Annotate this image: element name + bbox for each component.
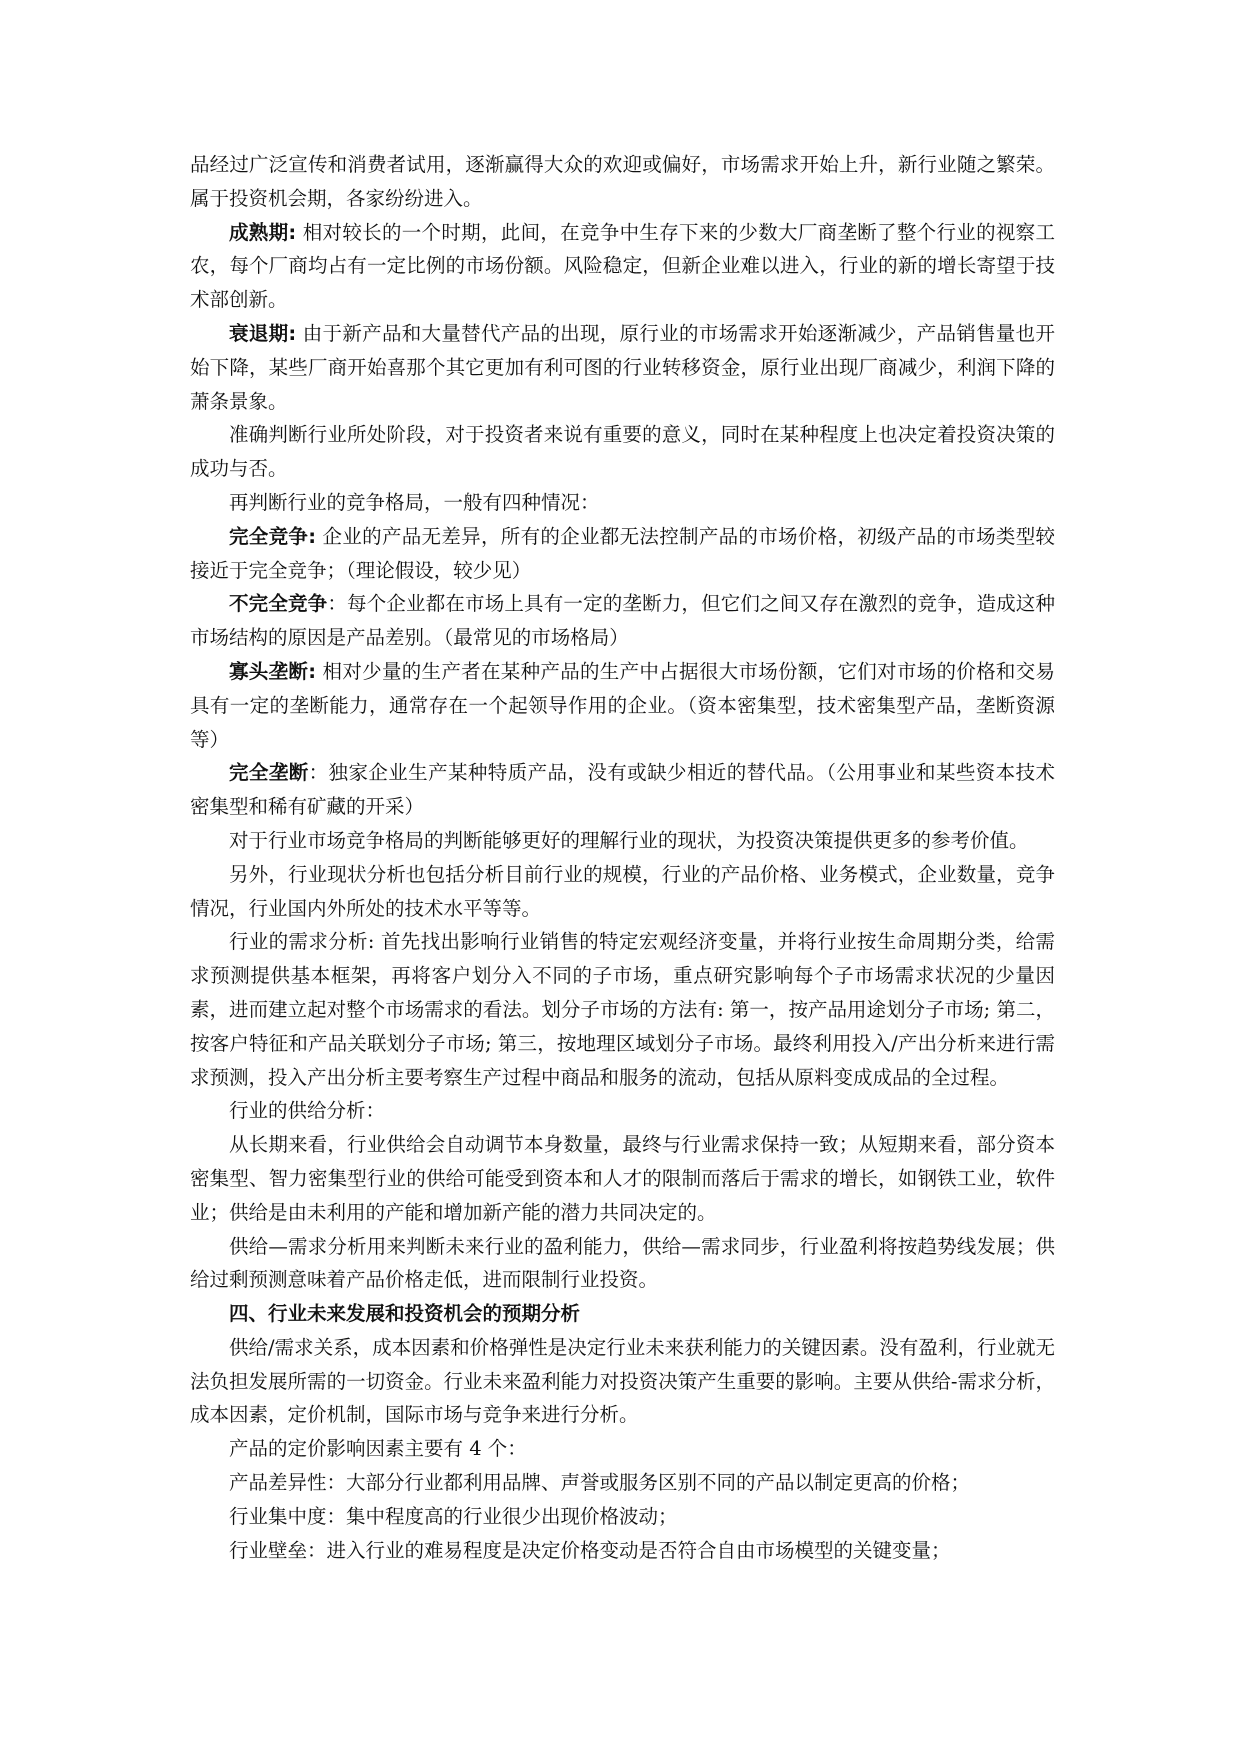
document-page xyxy=(190,148,1055,1567)
paragraph-lead: 衰退期: xyxy=(229,321,297,345)
paragraph-lead: 完全垄断 xyxy=(229,761,309,785)
paragraph-demand-analysis xyxy=(190,925,1055,1094)
paragraph-lead: 不完全竞争 xyxy=(229,592,328,616)
paragraph-product-differentiation: 产品差异性：大部分行业都利用品牌、声誉或服务区别不同的产品以制定更高的价格； xyxy=(229,1471,971,1495)
paragraph-supply-analysis xyxy=(190,1128,1055,1229)
paragraph-status-analysis xyxy=(190,858,1055,926)
paragraph-text: 准确判断行业所处阶段，对于投资者来说有重要的意义，同时在某种程度上也决定着投资决策的成功与否。 xyxy=(190,423,1055,481)
paragraph-growth-stage xyxy=(190,148,1055,216)
paragraph-imperfect-competition xyxy=(190,587,1055,655)
paragraph-text: 行业的需求分析: 首先找出影响行业销售的特定宏观经济变量，并将行业按生命周期分类，给需求预测提供基本框架，再将客户划分入不同的子市场，重点研究影响每个子市场需求状况的少量因素，进而建立起对整个市场需求的看法。划分子市场的方法有: 第一，按产品用途划分子市场; 第二，按客户特征和产品关联划分子市场; 第三，按地理区域划分子市场。最终利用投入/产出分析来进行需求预测，投入产出分析主要考察生产过程中商品和服务的流动，包括从原料变成成品的全过程。 xyxy=(190,930,1055,1089)
paragraph-text: ：独家企业生产某种特质产品，没有或缺少相近的替代品。（公用事业和某些资本技术密集型和稀有矿藏的开采） xyxy=(190,761,1055,819)
paragraph-industry-concentration: 行业集中度：集中程度高的行业很少出现价格波动； xyxy=(229,1504,678,1528)
section-heading: 四、行业未来发展和投资机会的预期分析 xyxy=(229,1302,581,1326)
paragraph-lead: 完全竞争: xyxy=(229,524,317,548)
paragraph-lead: 成熟期: xyxy=(229,220,297,244)
paragraph-text: 从长期来看，行业供给会自动调节本身数量，最终与行业需求保持一致；从短期来看，部分资本密集型、智力密集型行业的供给可能受到资本和人才的限制而落后于需求的增长，如钢铁工业，软件业；供给是由未利用的产能和增加新产能的潜力共同决定的。 xyxy=(190,1133,1055,1224)
paragraph-supply-demand xyxy=(190,1230,1055,1298)
paragraph-supply-title xyxy=(190,1094,1055,1128)
paragraph-text: 再判断行业的竞争格局，一般有四种情况： xyxy=(229,490,600,514)
paragraph-competition-intro xyxy=(190,486,1055,520)
paragraph-text: 由于新产品和大量替代产品的出现，原行业的市场需求开始逐渐减少，产品销售量也开始下降，某些厂商开始喜那个其它更加有利可图的行业转移资金，原行业出现厂商减少，利润下降的萧条景象。 xyxy=(190,321,1055,413)
paragraph-lead: 寡头垄断: xyxy=(229,659,317,683)
paragraph-text: 对于行业市场竞争格局的判断能够更好的理解行业的现状，为投资决策提供更多的参考价值。 xyxy=(229,828,1029,852)
paragraph-industry-barriers: 行业壁垒：进入行业的难易程度是决定价格变动是否符合自由市场模型的关键变量； xyxy=(229,1538,951,1562)
paragraph-profitability: 供给/需求关系，成本因素和价格弹性是决定行业未来获利能力的关键因素。没有盈利，行业就无法负担发展所需的一切资金。行业未来盈利能力对投资决策产生重要的影响。主要从供给-需求分析，成本因素，定价机制，国际市场与竞争来进行分析。 xyxy=(190,1335,1055,1427)
paragraph-text: 相对较长的一个时期，此间，在竞争中生存下来的少数大厂商垄断了整个行业的视察工农，每个厂商均占有一定比例的市场份额。风险稳定，但新企业难以进入，行业的新的增长寄望于技术部创新。 xyxy=(190,220,1055,312)
paragraph-maturity-stage xyxy=(190,216,1055,317)
paragraph-pricing-factors: 产品的定价影响因素主要有 4 个： xyxy=(229,1437,527,1461)
paragraph-oligopoly xyxy=(190,655,1055,756)
paragraph-text: 品经过广泛宣传和消费者试用，逐渐赢得大众的欢迎或偏好，市场需求开始上升，新行业随之繁荣。属于投资机会期，各家纷纷进入。 xyxy=(190,153,1055,210)
paragraph-stage-importance xyxy=(190,418,1055,486)
paragraph-text: 另外，行业现状分析也包括分析目前行业的规模，行业的产品价格、业务模式，企业数量，竞争情况，行业国内外所处的技术水平等等。 xyxy=(190,862,1055,920)
paragraph-text: 供给—需求分析用来判断未来行业的盈利能力，供给—需求同步，行业盈利将按趋势线发展；供给过剩预测意味着产品价格走低，进而限制行业投资。 xyxy=(190,1234,1055,1292)
paragraph-competition-value xyxy=(190,824,1055,858)
paragraph-text: 行业的供给分析： xyxy=(229,1099,386,1123)
paragraph-text: 企业的产品无差异，所有的企业都无法控制产品的市场价格，初级产品的市场类型较接近于完全竞争；（理论假设，较少见） xyxy=(190,524,1055,582)
paragraph-monopoly xyxy=(190,756,1055,824)
paragraph-text: ：每个企业都在市场上具有一定的垄断力，但它们之间又存在激烈的竞争，造成这种市场结构的原因是产品差别。（最常见的市场格局） xyxy=(190,592,1055,650)
paragraph-text: 相对少量的生产者在某种产品的生产中占据很大市场份额，它们对市场的价格和交易具有一定的垄断能力，通常存在一个起领导作用的企业。（资本密集型，技术密集型产品，垄断资源等） xyxy=(190,659,1055,751)
paragraph-perfect-competition xyxy=(190,520,1055,588)
paragraph-decline-stage xyxy=(190,317,1055,418)
